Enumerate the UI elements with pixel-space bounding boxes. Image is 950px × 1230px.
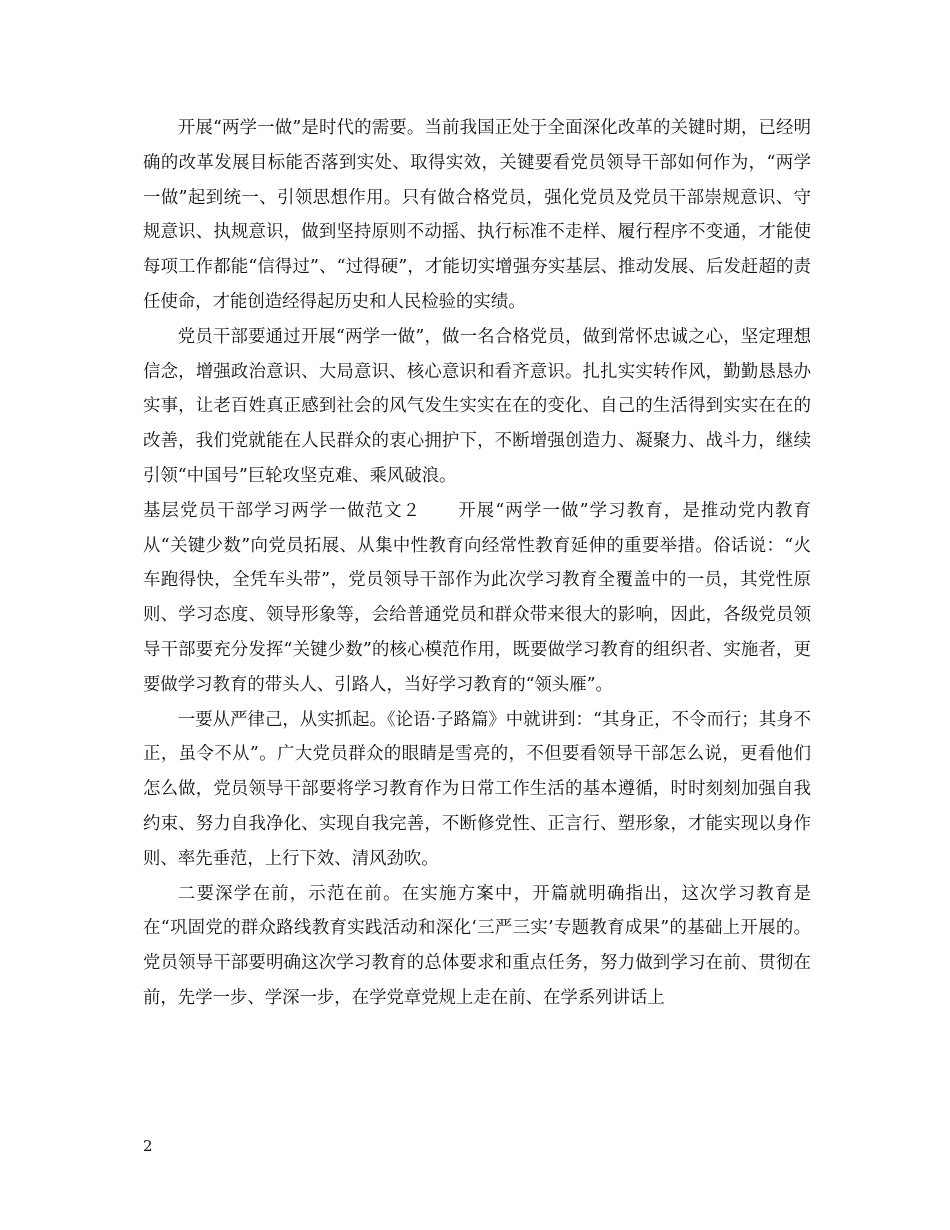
paragraph-3: 基层党员干部学习两学一做范文２ 开展“两学一做”学习教育，是推动党内教育从“关键少数”向党员拓展、从集中性教育向经常性教育延伸的重要举措。俗话说：“火车跑得快，全凭车头带”，党员领导干部作为此次学习教育全覆盖中的一员，其党性原则、学习态度、领导形象等，会给普通党员和群众带来很大的影响，因此，各级党员领导干部要充分发挥“关键少数”的核心模范作用，既要做学习教育的组织者、实施者，更要做学习教育的带头人、引路人，当好学习教育的“领头雁”。 bbox=[143, 500, 811, 695]
paragraph-2: 党员干部要通过开展“两学一做”，做一名合格党员，做到常怀忠诚之心，坚定理想信念，增强政治意识、大局意识、核心意识和看齐意识。扎扎实实转作风，勤勤恳恳办实事，让老百姓真正感到社会的风气发生实实在在的变化、自己的生活得到实实在在的改善，我们党就能在人民群众的衷心拥护下，不断增强创造力、凝聚力、战斗力，继续引领“中国号”巨轮攻坚克难、乘风破浪。 bbox=[143, 326, 811, 486]
page-number: 2 bbox=[143, 1137, 153, 1155]
document-body bbox=[143, 111, 811, 1016]
paragraph-5: 二要深学在前，示范在前。在实施方案中，开篇就明确指出，这次学习教育是在“巩固党的群众路线教育实践活动和深化‘三严三实’专题教育成果”的基础上开展的。党员领导干部要明确这次学习教育的总体要求和重点任务，努力做到学习在前、贯彻在前，先学一步、学深一步，在学党章党规上走在前、在学系列讲话上 bbox=[143, 883, 811, 1008]
paragraph-1: 开展“两学一做”是时代的需要。当前我国正处于全面深化改革的关键时期，已经明确的改革发展目标能否落到实处、取得实效，关键要看党员领导干部如何作为，“两学一做”起到统一、引领思想作用。只有做合格党员，强化党员及党员干部崇规意识、守规意识、执规意识，做到坚持原则不动摇、执行标准不走样、履行程序不变通，才能使每项工作都能“信得过”、“过得硬”，才能切实增强夯实基层、推动发展、后发赶超的责任使命，才能创造经得起历史和人民检验的实绩。 bbox=[143, 118, 811, 312]
paragraph-4: 一要从严律己，从实抓起。《论语·子路篇》中就讲到：“其身正，不令而行；其身不正，虽令不从”。广大党员群众的眼睛是雪亮的，不但要看领导干部怎么说，更看他们怎么做，党员领导干部要将学习教育作为日常工作生活的基本遵循，时时刻刻加强自我约束、努力自我净化、实现自我完善，不断修党性、正言行、塑形象，才能实现以身作则、率先垂范，上行下效、清风劲吹。 bbox=[143, 709, 811, 869]
